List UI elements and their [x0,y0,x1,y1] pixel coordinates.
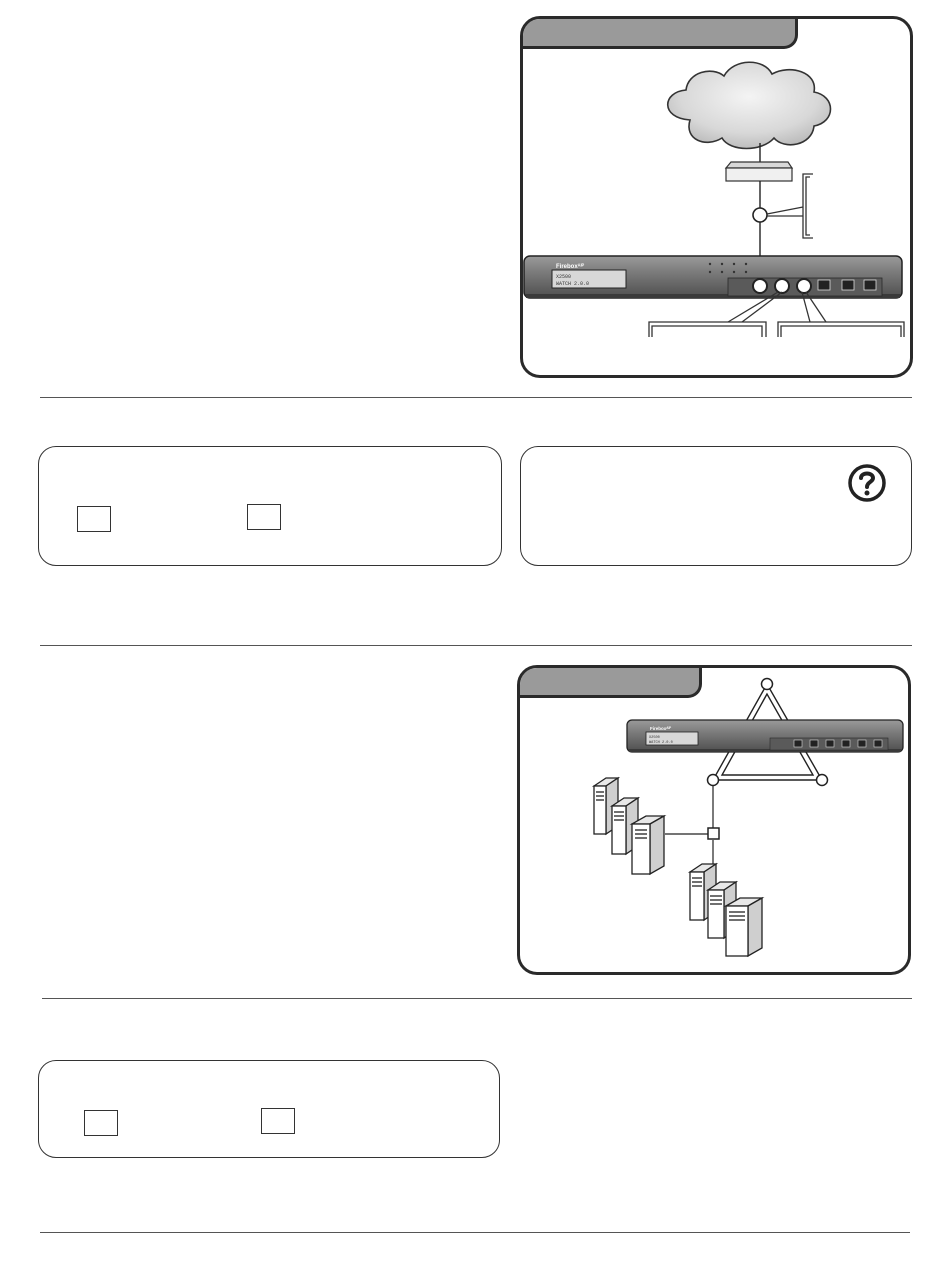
server-group-b [690,864,762,956]
triangle-node-top [762,679,773,690]
server-icon [726,898,762,956]
device-brand-label: Fireboxᴬᴵᴾ [556,264,585,270]
lcd-line-2: WATCH 2.0.0 [556,281,590,287]
firebox-device-small [627,720,903,752]
small-device-brand: Fireboxᴬᴵᴾ [650,726,672,731]
server-group-a [594,778,664,874]
server-icon [632,816,664,874]
checkbox-no-2[interactable] [261,1108,295,1134]
triangle-node-right [817,775,828,786]
switch-icon [708,828,719,839]
small-lcd-line-1: X2500 [649,736,660,740]
small-lcd-line-2: WATCH 2.0.0 [649,741,673,745]
triangle-node-left [708,775,719,786]
checkbox-yes-2[interactable] [84,1110,118,1136]
feedback-box-2 [38,1060,500,1158]
lcd-line-1: X2500 [556,274,572,280]
